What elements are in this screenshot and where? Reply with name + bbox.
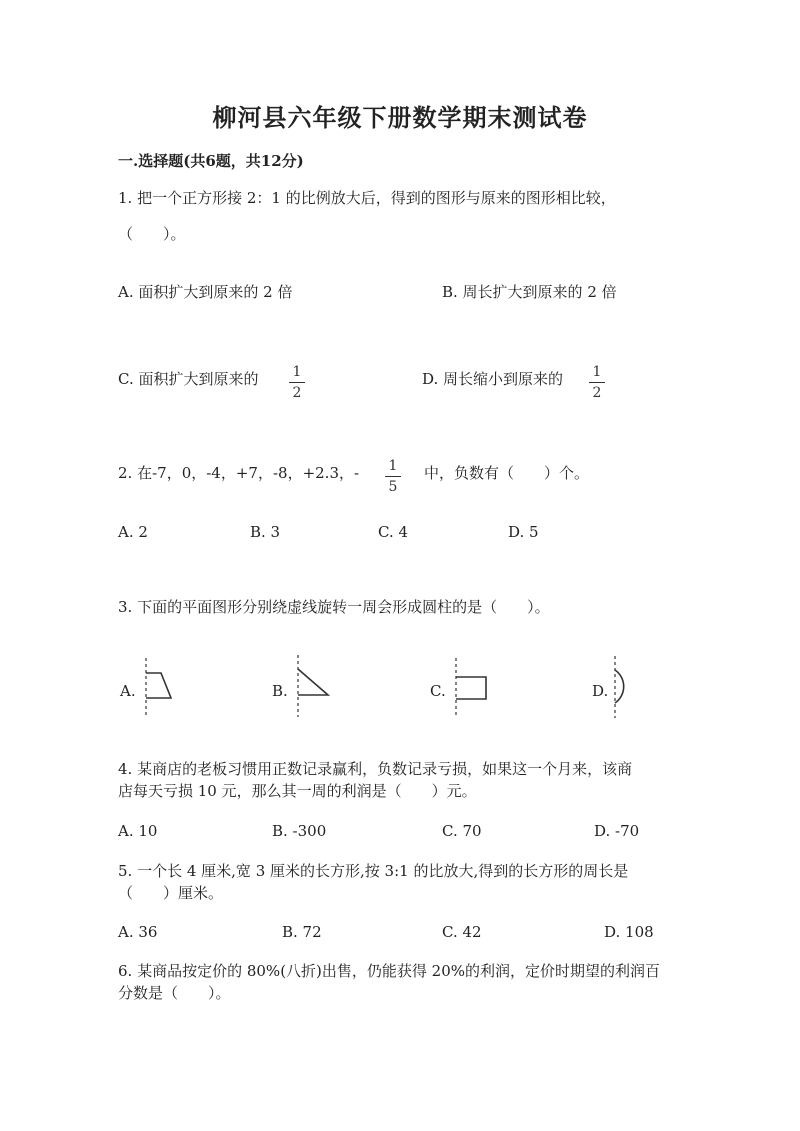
q3-label-a: A.: [120, 682, 136, 700]
fraction-bar: [385, 476, 401, 477]
q5-text-line2: （ ）厘米。: [118, 884, 224, 902]
q3-figure-d-semicircle: [607, 656, 647, 718]
q1-fraction-c: [289, 364, 305, 401]
fraction-bar: [289, 382, 305, 383]
q1-fraction-d: [589, 364, 605, 401]
fraction-numerator: 1: [292, 364, 302, 380]
q1-option-b: B. 周长扩大到原来的 2 倍: [442, 283, 617, 301]
q2-text-post: 中，负数有（ ）个。: [424, 464, 590, 482]
q3-label-d: D.: [592, 682, 609, 700]
q2-option-d: D. 5: [508, 523, 539, 541]
q6-text-line2: 分数是（ ）。: [118, 984, 231, 1002]
fraction-numerator: 1: [388, 458, 398, 474]
q2-option-c: C. 4: [378, 523, 409, 541]
q6-text-line1: 6. 某商品按定价的 80%(八折)出售，仍能获得 20%的利润，定价时期望的利润百: [118, 962, 661, 980]
q2-fraction: [385, 458, 401, 495]
q1-text-line1: 1. 把一个正方形接 2：1 的比例放大后，得到的图形与原来的图形相比较，: [118, 189, 616, 207]
q1-option-a: A. 面积扩大到原来的 2 倍: [118, 283, 293, 301]
q3-figure-a-trapezoid: [138, 658, 178, 720]
fraction-denominator: 2: [292, 385, 302, 401]
q2-option-b: B. 3: [250, 523, 281, 541]
q4-option-c: C. 70: [442, 822, 482, 840]
q3-label-c: C.: [430, 682, 446, 700]
q3-figure-c-rectangle: [450, 658, 490, 720]
page-title: 柳河县六年级下册数学期末测试卷: [212, 103, 588, 132]
q5-option-c: C. 42: [442, 923, 482, 941]
q1-option-d: D. 周长缩小到原来的: [422, 370, 564, 388]
fraction-bar: [589, 382, 605, 383]
section-heading: 一.选择题(共6题，共12分): [118, 152, 304, 170]
q2-option-a: A. 2: [118, 523, 148, 541]
q5-option-d: D. 108: [604, 923, 654, 941]
q4-text-line2: 店每天亏损 10 元，那么其一周的利润是（ ）元。: [118, 782, 477, 800]
q4-text-line1: 4. 某商店的老板习惯用正数记录赢利，负数记录亏损，如果这一个月来，该商: [118, 760, 633, 778]
q3-text: 3. 下面的平面图形分别绕虚线旋转一周会形成圆柱的是（ ）。: [118, 598, 550, 616]
q5-option-a: A. 36: [118, 923, 158, 941]
q1-option-c: C. 面积扩大到原来的: [118, 370, 259, 388]
q5-text-line1: 5. 一个长 4 厘米,宽 3 厘米的长方形,按 3:1 的比放大,得到的长方形的周长是: [118, 862, 629, 880]
q1-text-line2: （ ）。: [118, 225, 186, 243]
q4-option-b: B. -300: [272, 822, 327, 840]
q2-text-pre: 2. 在-7，0，-4，+7，-8，+2.3，-: [118, 464, 360, 482]
q3-figure-b-triangle: [290, 655, 330, 717]
fraction-denominator: 2: [592, 385, 602, 401]
q4-option-a: A. 10: [118, 822, 158, 840]
q4-option-d: D. -70: [594, 822, 640, 840]
fraction-numerator: 1: [592, 364, 602, 380]
q3-label-b: B.: [272, 682, 288, 700]
fraction-denominator: 5: [388, 479, 398, 495]
q5-option-b: B. 72: [282, 923, 322, 941]
